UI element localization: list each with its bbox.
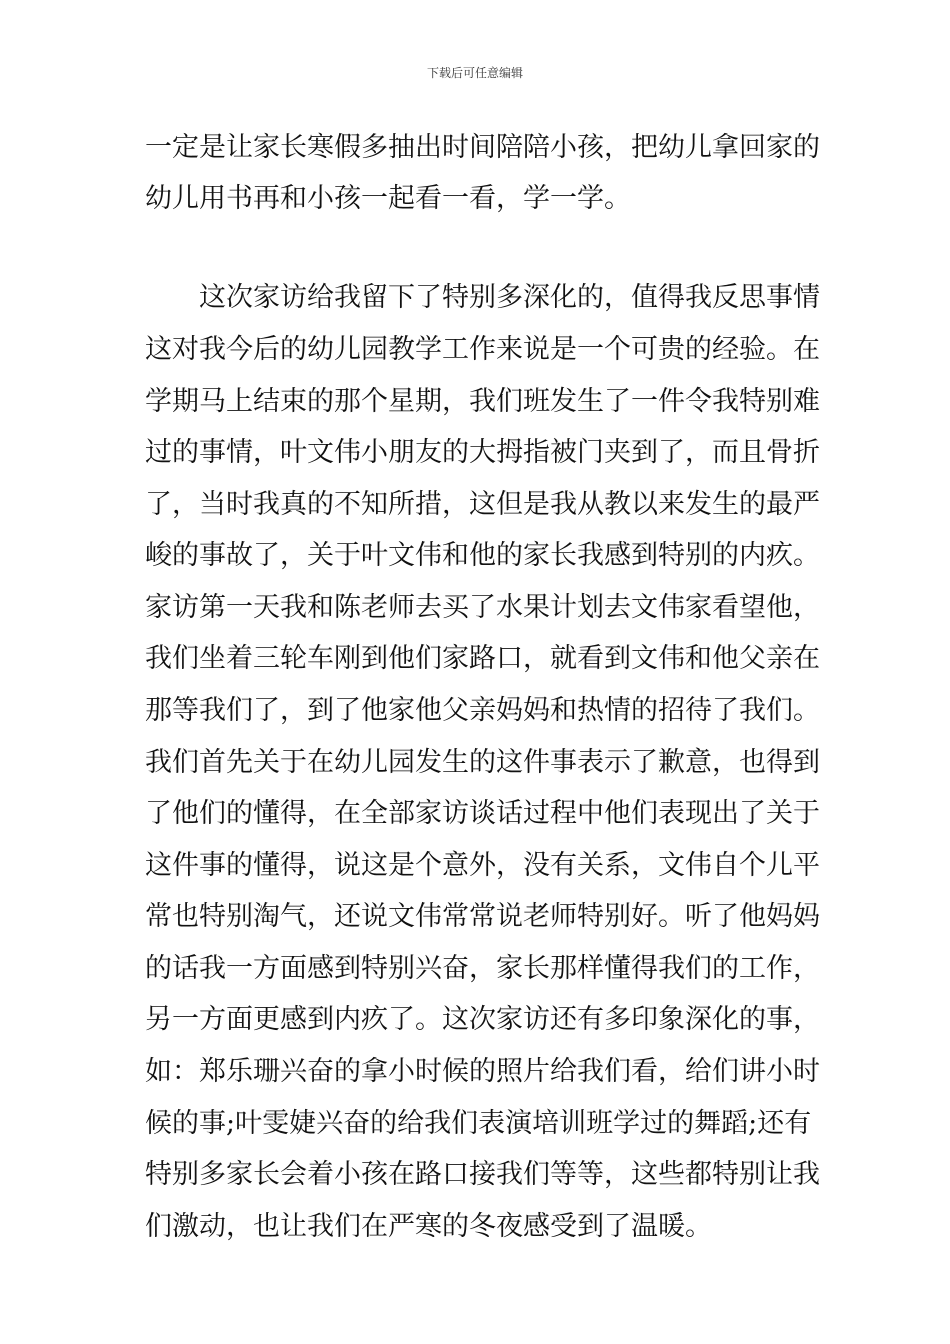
text-line: 们激动，也让我们在严寒的冬夜感受到了温暖。 [145, 1211, 712, 1242]
text-line: 这件事的懂得，说这是个意外，没有关系，文伟自个儿平 [145, 850, 820, 881]
text-line: 幼儿用书再和小孩一起看一看，学一学。 [145, 183, 631, 214]
text-line: 家访第一天我和陈老师去买了水果计划去文伟家看望他， [145, 592, 820, 623]
text-line: 了，当时我真的不知所措，这但是我从教以来发生的最严 [145, 489, 820, 520]
text-line: 我们首先关于在幼儿园发生的这件事表示了歉意，也得到 [145, 747, 820, 778]
text-line: 了他们的懂得，在全部家访谈话过程中他们表现出了关于 [145, 798, 820, 829]
text-line: 过的事情，叶文伟小朋友的大拇指被门夹到了，而且骨折 [145, 437, 820, 468]
page-header: 下载后可任意编辑 [426, 66, 523, 80]
text-line: 如：郑乐珊兴奋的拿小时候的照片给我们看，给们讲小时 [145, 1056, 820, 1087]
text-line: 这对我今后的幼儿园教学工作来说是一个可贵的经验。在 [145, 334, 820, 365]
text-line: 的话我一方面感到特别兴奋，家长那样懂得我们的工作， [145, 953, 820, 984]
text-line: 另一方面更感到内疚了。这次家访还有多印象深化的事， [145, 1004, 820, 1035]
text-line: 特别多家长会着小孩在路口接我们等等，这些都特别让我 [145, 1159, 820, 1190]
text-line: 常也特别淘气，还说文伟常常说老师特别好。听了他妈妈 [145, 901, 820, 932]
text-line: 峻的事故了，关于叶文伟和他的家长我感到特别的内疚。 [145, 540, 820, 571]
text-line: 我们坐着三轮车刚到他们家路口，就看到文伟和他父亲在 [145, 643, 820, 674]
text-line: 一定是让家长寒假多抽出时间陪陪小孩，把幼儿拿回家的 [145, 132, 820, 163]
text-line: 学期马上结束的那个星期，我们班发生了一件令我特别难 [145, 386, 820, 417]
text-line: 这次家访给我留下了特别多深化的，值得我反思事情 [145, 282, 820, 313]
text-line: 候的事;叶雯婕兴奋的给我们表演培训班学过的舞蹈;还有 [145, 1108, 812, 1139]
text-line: 那等我们了，到了他家他父亲妈妈和热情的招待了我们。 [145, 695, 820, 726]
